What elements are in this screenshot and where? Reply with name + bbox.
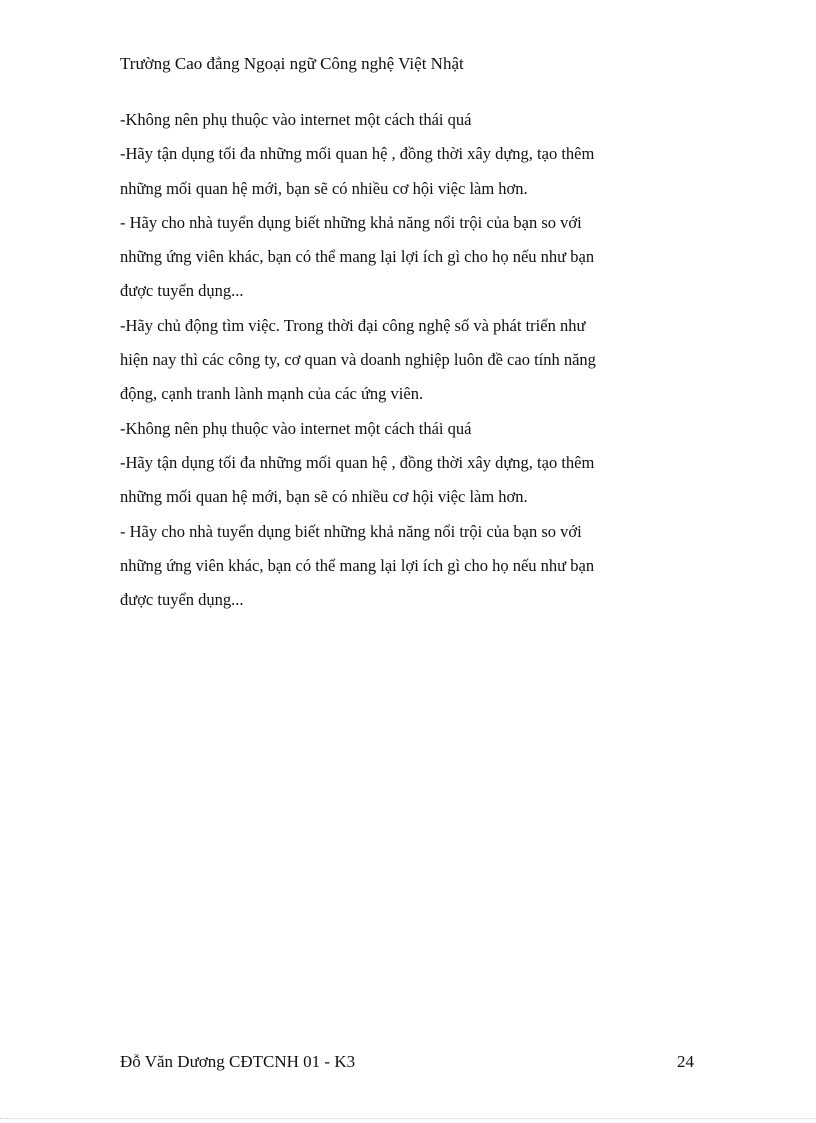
body-line: được tuyển dụng... xyxy=(120,281,244,301)
body-text xyxy=(120,103,700,617)
body-line: những mối quan hệ mới, bạn sẽ có nhiều cơ hội việc làm hơn. xyxy=(120,178,528,198)
page-header: Trường Cao đẳng Ngoại ngữ Công nghệ Việt Nhật xyxy=(120,54,464,73)
body-line: -Hãy chủ động tìm việc. Trong thời đại công nghệ số và phát triển như xyxy=(120,315,586,335)
body-line: hiện nay thì các công ty, cơ quan và doanh nghiệp luôn đề cao tính năng xyxy=(120,350,596,370)
body-line: những ứng viên khác, bạn có thể mang lại lợi ích gì cho họ nếu như bạn xyxy=(120,555,595,575)
body-line: -Không nên phụ thuộc vào internet một cách thái quá xyxy=(120,418,472,438)
body-line: -Không nên phụ thuộc vào internet một cách thái quá xyxy=(120,110,472,129)
page-edge-divider xyxy=(0,1118,816,1119)
body-line: - Hãy cho nhà tuyển dụng biết những khả năng nổi trội của bạn so với xyxy=(120,521,582,541)
page-number: 24 xyxy=(677,1052,694,1071)
body-line: động, cạnh tranh lành mạnh của các ứng viên. xyxy=(120,384,424,404)
body-line: những ứng viên khác, bạn có thể mang lại lợi ích gì cho họ nếu như bạn xyxy=(120,247,595,267)
body-line: -Hãy tận dụng tối đa những mối quan hệ , đồng thời xây dựng, tạo thêm xyxy=(120,452,595,472)
body-line: - Hãy cho nhà tuyển dụng biết những khả năng nổi trội của bạn so với xyxy=(120,212,582,232)
body-line: được tuyển dụng... xyxy=(120,590,244,610)
footer-author: Đỗ Văn Dương CĐTCNH 01 - K3 xyxy=(120,1052,356,1071)
body-line: -Hãy tận dụng tối đa những mối quan hệ , đồng thời xây dựng, tạo thêm xyxy=(120,144,595,164)
body-line: những mối quan hệ mới, bạn sẽ có nhiều cơ hội việc làm hơn. xyxy=(120,487,528,507)
